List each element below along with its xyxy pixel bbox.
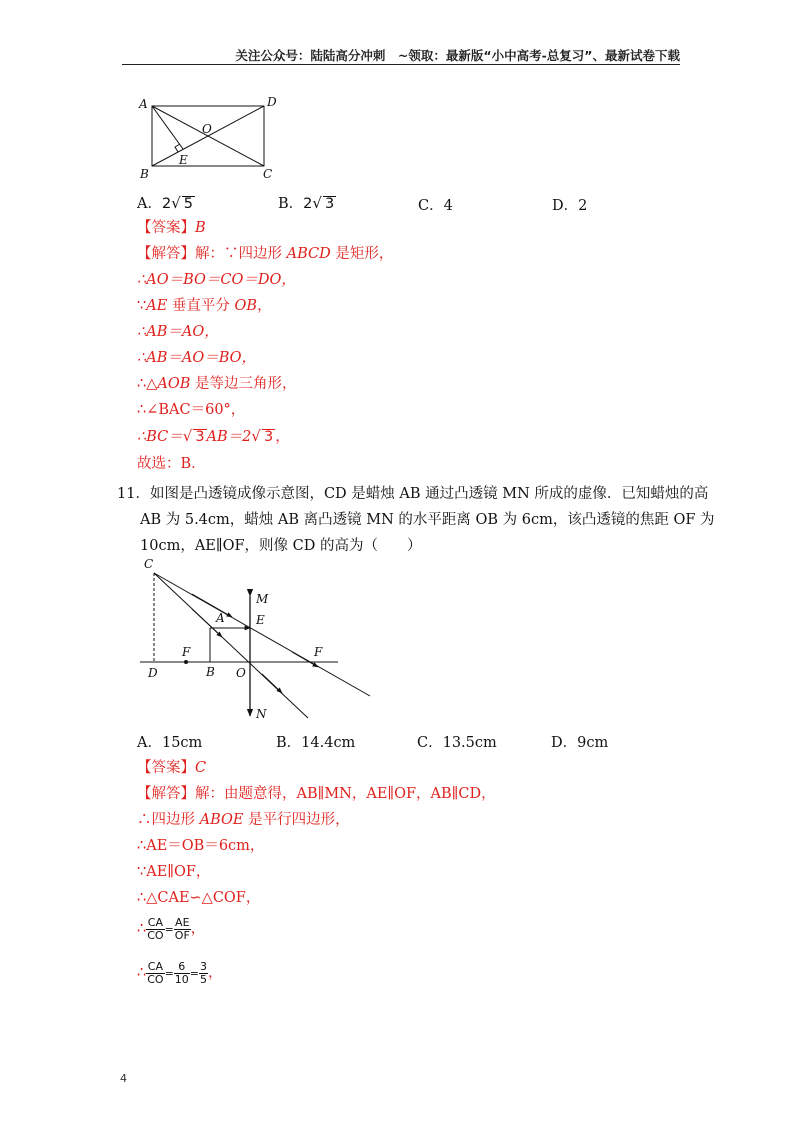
label-m: M: [256, 592, 269, 606]
fraction-ae-of: $\frac{AE}{OF}$: [174, 915, 190, 942]
option-d: D．2: [552, 198, 588, 214]
q11-solution-line-1: 【解答】解：由题意得，AB∥MN，AE∥OF，AB∥CD，: [137, 786, 496, 802]
q11-solution-line-3: ∴AE＝OB＝6cm，: [137, 838, 265, 854]
rectangle-figure: [134, 94, 284, 184]
q11-stem-line-3: 10cm，AE∥OF，则像 CD 的高为（ ）: [140, 538, 422, 554]
option-b: B．2√ 3: [278, 194, 335, 212]
q11-solution-line-7: ∴ $\frac{CA}{CO}$ = $\frac{6}{10}$ = $\frac{3}{5}$ ，: [137, 959, 223, 986]
q10-solution-line-1: 【解答】解：∵四边形 ABCD 是矩形，: [137, 246, 394, 262]
label-c: C: [144, 557, 154, 571]
q11-stem-line-1: 11．如图是凸透镜成像示意图，CD 是蜡烛 AB 通过凸透镜 MN 所成的虚像．已知蜡烛的高: [117, 486, 709, 502]
q10-solution-line-4: ∴AB＝AO，: [137, 324, 219, 340]
label-e: E: [256, 613, 265, 627]
label-o: O: [202, 122, 212, 136]
page-header: 关注公众号：陆陆高分冲刺 ~领取：最新版“小中高考-总复习”、最新试卷下载: [235, 48, 680, 63]
fraction-ca-co: $\frac{CA}{CO}$: [147, 915, 164, 942]
q11-option-a: A．15cm: [137, 735, 203, 751]
q11-solution-line-4: ∵AE∥OF，: [137, 864, 211, 880]
label-d: D: [148, 666, 158, 680]
q10-answer: 【答案】B: [137, 220, 206, 236]
focal-point-left: [185, 661, 188, 664]
label-a: A: [139, 97, 148, 111]
q10-solution-line-2: ∴AO＝BO＝CO＝DO，: [137, 272, 296, 288]
label-f-left: F: [182, 645, 191, 659]
fraction-ca-co-2: $\frac{CA}{CO}$: [147, 959, 164, 986]
q10-solution-line-3: ∵AE 垂直平分 OB，: [137, 298, 272, 314]
label-c: C: [263, 167, 273, 181]
label-d: D: [267, 95, 277, 109]
label-a: A: [216, 611, 225, 625]
q10-solution-line-5: ∴AB＝AO＝BO，: [137, 350, 257, 366]
header-rule: [122, 64, 680, 65]
label-b: B: [140, 167, 149, 181]
q11-solution-line-2: ∴四边形 ABOE 是平行四边形，: [137, 812, 350, 828]
page-number: 4: [120, 1072, 127, 1085]
ray-c-a-o: [154, 573, 308, 718]
label-b: B: [206, 665, 215, 679]
right-angle-mark: [175, 144, 180, 152]
fraction-3-5: $\frac{3}{5}$: [200, 959, 208, 986]
q10-solution-line-7: ∴∠BAC＝60°，: [137, 402, 246, 418]
label-n: N: [256, 707, 267, 721]
q11-stem-line-2: AB 为 5.4cm，蜡烛 AB 离凸透镜 MN 的水平距离 OB 为 6cm，该凸透镜的焦距 OF 为: [140, 512, 715, 528]
label-o: O: [236, 666, 246, 680]
q11-solution-line-5: ∴△CAE∽△COF，: [137, 890, 261, 906]
q11-option-d: D．9cm: [551, 735, 609, 751]
fraction-6-10: $\frac{6}{10}$: [174, 959, 189, 986]
segment-ae: [152, 106, 183, 149]
q10-solution-line-9: 故选：B．: [137, 456, 206, 472]
q10-solution-line-8: ∴BC＝√ 3 AB＝2√ 3 ，: [137, 427, 290, 445]
q11-solution-line-6: ∴ $\frac{CA}{CO}$ = $\frac{AE}{OF}$ ，: [137, 915, 206, 942]
option-a: A．2√ 5: [137, 194, 194, 212]
convex-lens-figure: [132, 556, 382, 724]
label-e: E: [179, 153, 188, 167]
q10-solution-line-6: ∴△AOB 是等边三角形，: [137, 376, 297, 392]
q11-option-b: B．14.4cm: [276, 735, 356, 751]
label-f-right: F: [314, 645, 323, 659]
q11-option-c: C．13.5cm: [417, 735, 497, 751]
q11-answer: 【答案】C: [137, 760, 207, 776]
option-c: C．4: [418, 198, 453, 214]
